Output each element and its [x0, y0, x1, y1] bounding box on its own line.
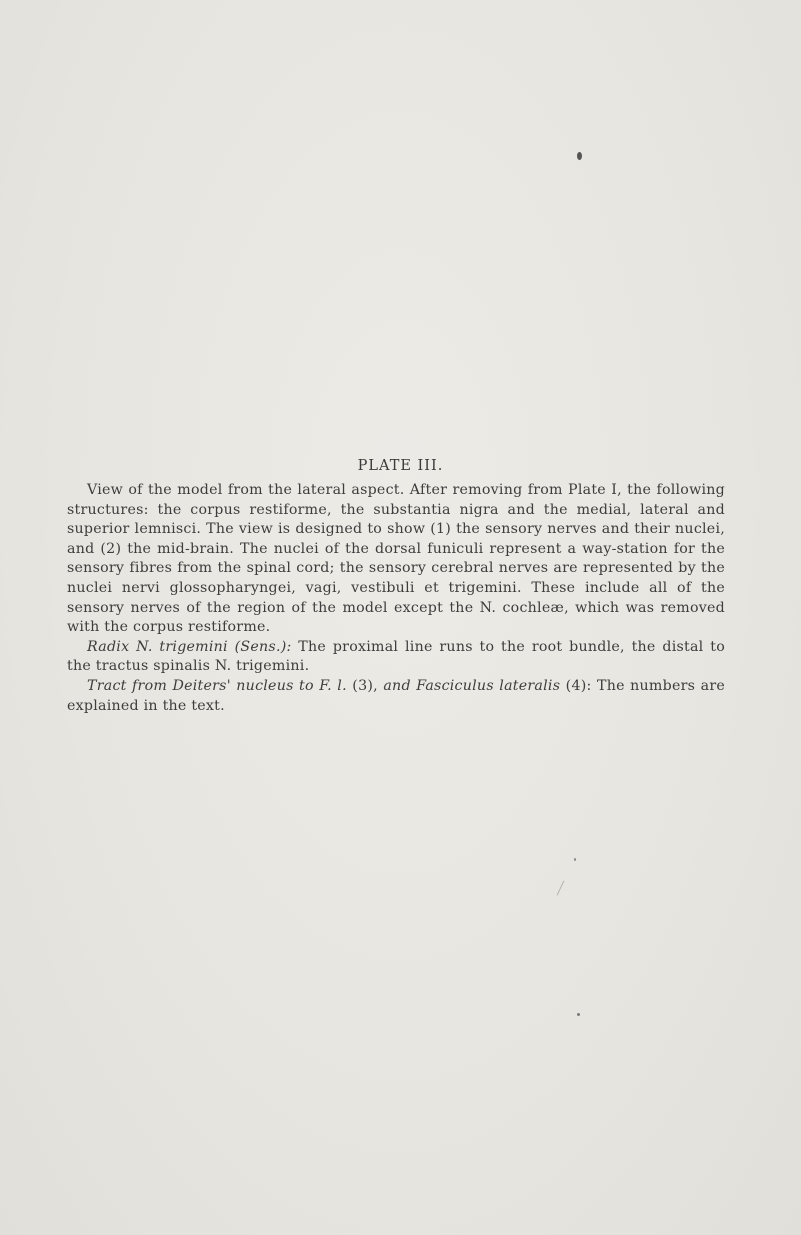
description-paragraph — [67, 677, 725, 716]
paragraph-text: The proximal line runs to the root bundle, the distal to the tractus spinalis N. trigemini. — [67, 638, 725, 675]
ink-speck — [574, 858, 576, 861]
term-label: Tract from Deiters' nucleus to F. l. — [87, 677, 347, 694]
plate-title: PLATE III. — [357, 458, 444, 474]
paper-mark — [557, 881, 565, 896]
term-label: Radix N. trigemini (Sens.): — [87, 638, 292, 655]
ink-speck — [577, 1013, 580, 1016]
description-paragraph — [67, 638, 725, 677]
paragraph-text: (3), — [346, 677, 384, 694]
description-paragraph: View of the model from the lateral aspect. After removing from Plate I, the following structures: the corpus restiforme, the substantia nigra and the medial, lateral and superior lemnisci. The view is designed to show (1) the sensory nerves and their nuclei, and (2) the mid-brain. The nuclei of the dorsal funiculi represent a way-station for the sensory fibres from the spinal cord; the sensory cerebral nerves are represented by the nuclei nervi glossopharyngei, vagi, vestibuli et trigemini. These include all of the sensory nerves of the region of the model except the N. cochleæ, which was removed with the corpus restiforme. — [67, 482, 725, 636]
paragraph-text: (4): The numbers are explained in the text. — [67, 677, 725, 714]
plate-description — [67, 481, 725, 716]
term-label: and Fasciculus lateralis — [383, 677, 561, 694]
ink-speck — [577, 152, 582, 160]
